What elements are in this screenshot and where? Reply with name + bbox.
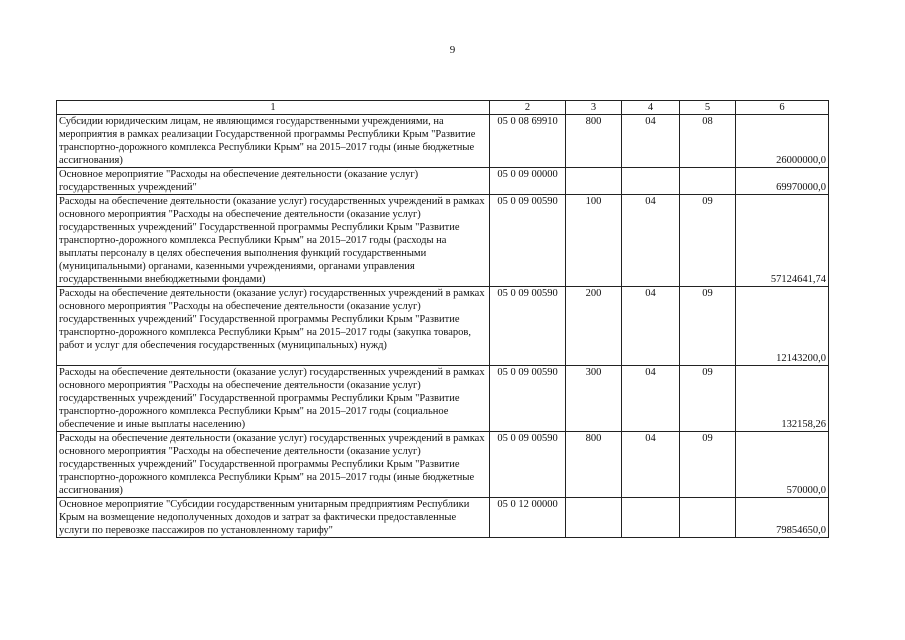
section-code <box>622 498 680 538</box>
page-number: 9 <box>449 44 456 56</box>
column-header: 2 <box>490 101 566 115</box>
expense-type-code: 300 <box>566 366 622 432</box>
target-article-code: 05 0 09 00590 <box>490 432 566 498</box>
column-header: 6 <box>736 101 829 115</box>
row-description: Расходы на обеспечение деятельности (оказание услуг) государственных учреждений в рамках основного мероприятия "Расходы на обеспечение деятельности (оказание услуг) государственных учреждений" Государственной программы Республики Крым "Развитие транспортно-дорожного комплекса Республики Крым" на 2015–2017 годы (закупка товаров, работ и услуг для обеспечения государственных (муниципальных) нужд) <box>57 287 490 366</box>
expense-type-code: 200 <box>566 287 622 366</box>
subsection-code <box>680 498 736 538</box>
column-header: 4 <box>622 101 680 115</box>
subsection-code: 09 <box>680 287 736 366</box>
section-code: 04 <box>622 115 680 168</box>
expense-type-code <box>566 498 622 538</box>
row-description: Субсидии юридическим лицам, не являющимся государственными учреждениями, на мероприятия в рамках реализации Государственной программы Республики Крым "Развитие транспортно-дорожного комплекса Республики Крым" на 2015–2017 годы (иные бюджетные ассигнования) <box>57 115 490 168</box>
row-description: Расходы на обеспечение деятельности (оказание услуг) государственных учреждений в рамках основного мероприятия "Расходы на обеспечение деятельности (оказание услуг) государственных учреждений" Государственной программы Республики Крым "Развитие транспортно-дорожного комплекса Республики Крым" на 2015–2017 годы (иные бюджетные ассигнования) <box>57 432 490 498</box>
expense-type-code <box>566 168 622 195</box>
expense-type-code: 100 <box>566 195 622 287</box>
target-article-code: 05 0 09 00590 <box>490 287 566 366</box>
table-header-row <box>57 101 829 115</box>
subsection-code: 09 <box>680 195 736 287</box>
table-row <box>57 168 829 195</box>
table-row <box>57 498 829 538</box>
column-header: 3 <box>566 101 622 115</box>
section-code: 04 <box>622 366 680 432</box>
row-description: Расходы на обеспечение деятельности (оказание услуг) государственных учреждений в рамках основного мероприятия "Расходы на обеспечение деятельности (оказание услуг) государственных учреждений" Государственной программы Республики Крым "Развитие транспортно-дорожного комплекса Республики Крым" на 2015–2017 годы (социальное обеспечение и иные выплаты населению) <box>57 366 490 432</box>
target-article-code: 05 0 12 00000 <box>490 498 566 538</box>
amount: 132158,26 <box>736 366 829 432</box>
section-code <box>622 168 680 195</box>
amount: 12143200,0 <box>736 287 829 366</box>
table-row <box>57 366 829 432</box>
amount: 57124641,74 <box>736 195 829 287</box>
expense-type-code: 800 <box>566 432 622 498</box>
budget-table <box>56 100 829 538</box>
subsection-code: 08 <box>680 115 736 168</box>
target-article-code: 05 0 09 00590 <box>490 366 566 432</box>
target-article-code: 05 0 09 00000 <box>490 168 566 195</box>
subsection-code: 09 <box>680 366 736 432</box>
subsection-code: 09 <box>680 432 736 498</box>
row-description: Основное мероприятие "Субсидии государственным унитарным предприятиям Республики Крым на возмещение недополученных доходов и затрат за фактически предоставленные услуги по перевозке пассажиров по установленному тарифу" <box>57 498 490 538</box>
expense-type-code: 800 <box>566 115 622 168</box>
row-description: Расходы на обеспечение деятельности (оказание услуг) государственных учреждений в рамках основного мероприятия "Расходы на обеспечение деятельности (оказание услуг) государственных учреждений" Государственной программы Республики Крым "Развитие транспортно-дорожного комплекса Республики Крым" на 2015–2017 годы (расходы на выплаты персоналу в целях обеспечения выполнения функций государственными (муниципальными) органами, казенными учреждениями, органами управления государственными внебюджетными фондами) <box>57 195 490 287</box>
amount: 570000,0 <box>736 432 829 498</box>
table-row <box>57 115 829 168</box>
section-code: 04 <box>622 432 680 498</box>
target-article-code: 05 0 09 00590 <box>490 195 566 287</box>
subsection-code <box>680 168 736 195</box>
table-row <box>57 195 829 287</box>
amount: 26000000,0 <box>736 115 829 168</box>
row-description: Основное мероприятие "Расходы на обеспечение деятельности (оказание услуг) государственных учреждений" <box>57 168 490 195</box>
column-header: 1 <box>57 101 490 115</box>
table-row <box>57 287 829 366</box>
amount: 79854650,0 <box>736 498 829 538</box>
section-code: 04 <box>622 195 680 287</box>
amount: 69970000,0 <box>736 168 829 195</box>
target-article-code: 05 0 08 69910 <box>490 115 566 168</box>
column-header: 5 <box>680 101 736 115</box>
section-code: 04 <box>622 287 680 366</box>
table-row <box>57 432 829 498</box>
